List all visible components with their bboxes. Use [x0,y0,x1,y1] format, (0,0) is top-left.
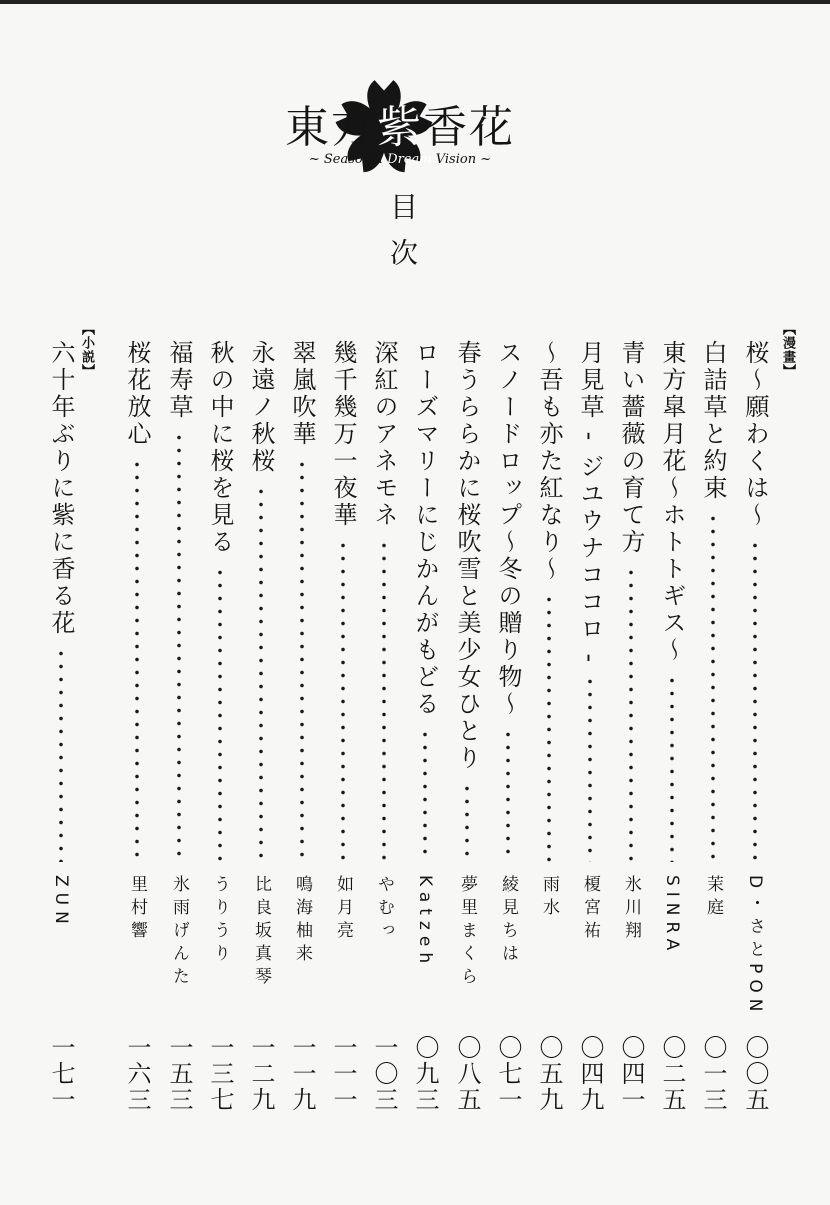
toc-entry-leader [505,728,511,862]
toc-entry-title: 白詰草と約束 [699,340,727,502]
toc-entry-page: 〇九三 [411,1035,439,1113]
toc-entry-leader [58,647,64,862]
book-title: 東方紫香花 [285,102,515,153]
toc-entry-author: 如月亮 [333,875,353,944]
toc-entry-author: 茉庭 [703,875,723,921]
toc-entry-page: 一五三 [165,1035,193,1113]
toc-entry-page: 〇一三 [699,1035,727,1113]
toc-entry-leader [134,458,140,862]
toc-entry-title: 永遠ノ秋桜 [247,340,275,475]
toc-entry-author: 比良坂真琴 [251,875,271,990]
toc-entry-page: 〇四九 [576,1035,604,1113]
toc-entry-leader [752,539,758,862]
toc-entry-author: ZUN [51,875,71,930]
toc-entry[interactable] [200,340,240,1113]
toc-entry-leader [340,539,346,862]
page-top-edge [0,0,830,4]
toc-entry-leader [176,431,182,862]
toc-entry[interactable] [405,340,445,1113]
toc-entry-leader [628,566,634,862]
toc-entry[interactable] [323,340,363,1113]
toc-entry-author: 雨水 [539,875,559,921]
toc-entry-page: 一〇三 [370,1035,398,1113]
toc-entry-title: 秋の中に桜を見る [206,340,234,556]
toc-entry[interactable] [41,340,81,1113]
toc-entry[interactable] [117,340,157,1113]
toc-entry[interactable] [611,340,651,1113]
toc-entry[interactable] [241,340,281,1113]
toc-entry-leader [710,512,716,862]
toc-entry-author: SINRA [662,875,682,957]
toc-entry-page: 一七一 [47,1035,75,1113]
toc-entry-title: 翠嵐吹華 [288,340,316,448]
toc-entry-leader [258,485,264,862]
toc-entry-page: 〇五九 [535,1035,563,1113]
toc-entry-author: Katzeh [415,875,435,970]
toc-entry[interactable] [488,340,528,1113]
toc-entry[interactable] [159,340,199,1113]
toc-entry-page: 一一一 [329,1035,357,1113]
toc-entry-title: 桜～願わくは～ [741,340,769,529]
toc-entry-author: 氷雨げんた [169,875,189,990]
section-label-novel: 【小説】 [79,322,94,378]
toc-entry[interactable] [447,340,487,1113]
toc-entry-page: 〇八五 [453,1035,481,1113]
toc-entry-title: 福寿草 [165,340,193,421]
toc-entry[interactable] [282,340,322,1113]
toc-entry-title: 春うららかに桜吹雪と美少女ひとり [453,340,481,772]
toc-entry-author: 氷川翔 [621,875,641,944]
toc-entry-leader [381,539,387,862]
toc-entry-author: 里村響 [127,875,147,944]
toc-entry-title: ～吾も亦た紅なり～ [535,340,563,583]
toc-entry-title: 青い薔薇の育て方 [617,340,645,556]
toc-entry-author: 綾見ちは [498,875,518,967]
book-subtitle: ~ Seasonal Dream Vision ~ [308,152,492,167]
toc-entry[interactable] [570,340,610,1113]
toc-entry[interactable] [735,340,775,1113]
toc-entry-title: ローズマリーにじかんがもどる [411,340,439,718]
toc-entry-leader [422,728,428,862]
toc-entry-page: 〇二五 [658,1035,686,1113]
toc-entry-title: スノードロップ～冬の贈り物～ [494,340,522,718]
toc-entry-leader [299,458,305,862]
toc-entry-title: 深紅のアネモネ [370,340,398,529]
toc-entry-leader [587,675,593,862]
toc-entry-leader [464,782,470,862]
toc-entry-author: うりうり [210,875,230,967]
toc-entry-page: 一一九 [288,1035,316,1113]
toc-entry-title: 桜花放心 [123,340,151,448]
toc-entry[interactable] [529,340,569,1113]
toc-entry-page: 一二九 [247,1035,275,1113]
section-label-manga: 【漫畫】 [780,322,795,378]
toc-entry-leader [217,566,223,862]
toc-entry-author: 鳴海柚来 [292,875,312,967]
toc-entry-leader [669,674,675,862]
toc-entry[interactable] [364,340,404,1113]
toc-entry-page: 〇七一 [494,1035,522,1113]
toc-entry-author: 夢里まくら [457,875,477,990]
book-title-block [270,82,530,182]
toc-entry-title: 幾千幾万一夜華 [329,340,357,529]
toc-entry-author: やむっ [374,875,394,944]
toc-entry-title: 東方皐月花～ホトトギス～ [658,340,686,664]
toc-entry-title: 六十年ぶりに紫に香る花 [47,340,75,637]
toc-entry-leader [546,593,552,862]
toc-entry-page: 一六三 [123,1035,151,1113]
toc-entry[interactable] [693,340,733,1113]
toc-entry-page: 〇〇五 [741,1035,769,1113]
toc-entry[interactable] [652,340,692,1113]
toc-heading: 目次 [386,192,419,284]
toc-entry-author: 榎宮祐 [580,875,600,944]
toc-entry-page: 〇四一 [617,1035,645,1113]
toc-entry-title: 月見草 - ジユウナココロ - [576,340,604,666]
toc-entry-author: D・さとPON [745,875,765,1018]
toc-entry-page: 一三七 [206,1035,234,1113]
